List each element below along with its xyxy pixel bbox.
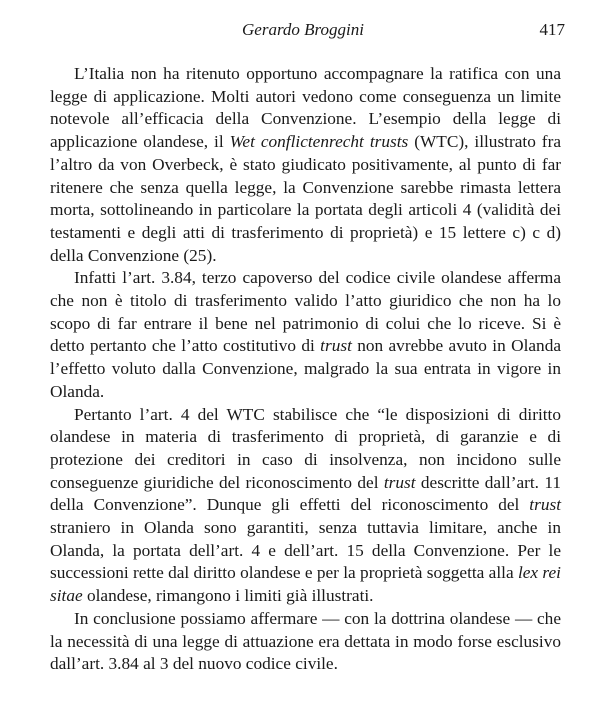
page-number: 417 — [539, 20, 565, 39]
paragraph-3-segment: straniero in Olanda sono garantiti, senza tuttavia limitare, anche in Olanda, la portata dell’art. 4 e dell’art. 15 della Convenzione. Per le successioni rette dal diritto olandese e per la proprietà soggetta alla — [50, 518, 561, 583]
running-head-author: Gerardo Broggini — [242, 20, 364, 39]
paragraph-3-italic-segment: lex rei sitae — [50, 563, 561, 606]
paragraph-3-italic-segment: trust — [383, 472, 416, 492]
paragraph-1-segment: L’Italia non ha ritenuto opportuno accompagnare la ratifica con una legge di applicazione. Molti autori vedono come conseguenza un limite notevole all’efficacia della Convenzione. L’esempio della legge di applicazione olandese, il — [50, 64, 561, 152]
paragraph-3-segment: olandese, rimangono i limiti già illustrati. — [82, 586, 374, 606]
paragraph-3-italic-segment: trust — [529, 495, 561, 515]
paragraph-1 — [50, 63, 561, 267]
paragraph-3 — [50, 404, 561, 608]
paragraph-2-segment: non avrebbe avuto in Olanda l’effetto voluto dalla Convenzione, malgrado la sua entrata in vigore in Olanda. — [50, 336, 562, 401]
body-text — [50, 63, 561, 676]
paragraph-3-segment: Pertanto l’art. 4 del WTC stabilisce che “le disposizioni di diritto olandese in materia di trasferimento di proprietà, di garanzie e di protezione dei creditori in caso di insolvenza, non incidono sulle conseguenze giuridiche del riconoscimento del — [50, 404, 561, 492]
paragraph-1-italic-segment: Wet conflictenrecht trusts — [229, 132, 409, 152]
paragraph-4-segment: In conclusione possiamo affermare — con la dottrina olandese — che la necessità di una legge di attuazione era dettata in modo forse esclusivo dall’art. 3.84 al 3 del nuovo codice civile. — [50, 608, 561, 674]
paragraph-2 — [50, 267, 561, 403]
paragraph-3-segment: descritte dall’art. 11 della Convenzione”. Dunque gli effetti del riconoscimento del — [50, 472, 561, 515]
paragraph-1-segment: (WTC), illustrato fra l’altro da von Overbeck, è stato giudicato positivamente, al punto di far ritenere che senza quella legge, la Convenzione sarebbe rimasta lettera morta, sottolineando in particolare la portata degli articoli 4 (validità dei testamenti e degli atti di trasferimento di proprietà) e 15 lettere c) c d) della Convenzione (25). — [50, 132, 561, 265]
paragraph-4 — [50, 608, 561, 676]
running-header — [0, 18, 606, 42]
paragraph-2-italic-segment: trust — [320, 336, 352, 356]
paragraph-2-segment: Infatti l’art. 3.84, terzo capoverso del codice civile olandese afferma che non è titolo di trasferimento valido l’atto giuridico che non ha lo scopo di far entrare il bene nel patrimonio di colui che lo riceve. Si è detto pertanto che l’atto costitutivo di — [50, 268, 561, 356]
